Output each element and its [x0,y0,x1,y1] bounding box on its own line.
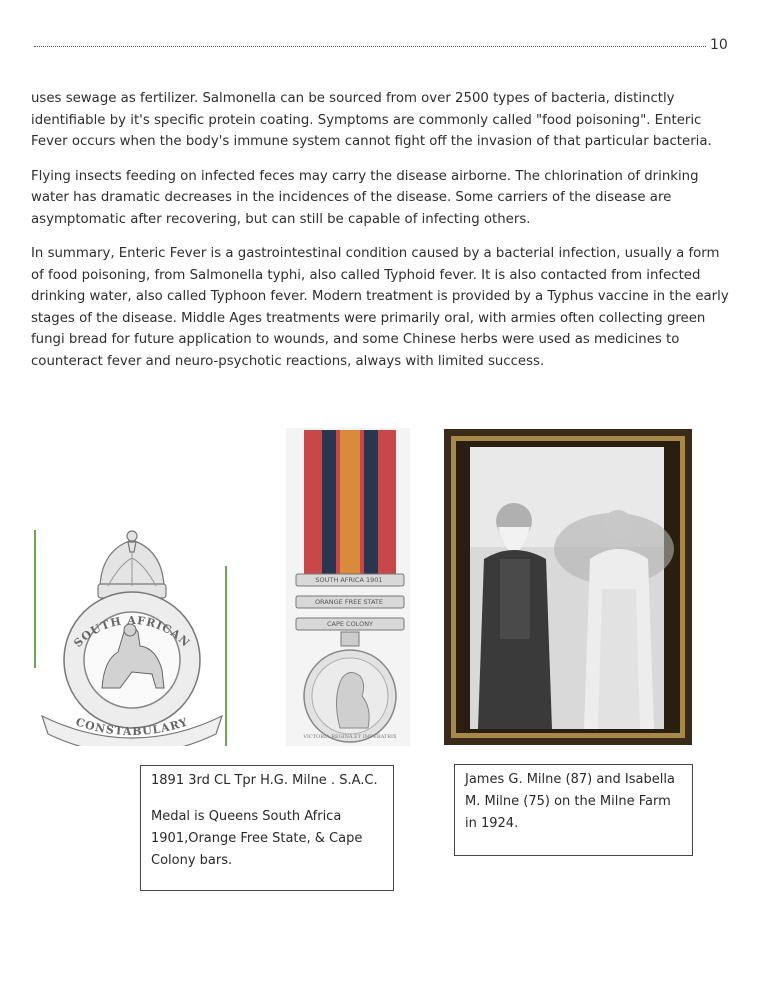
queens-south-africa-medal-image [286,428,410,746]
badge-bottom-text: CONSTABULARY [74,715,190,739]
caption-medal-description: Medal is Queens South Africa 1901,Orange Free State, & Cape Colony bars. [151,809,363,868]
body-text [31,88,731,385]
page-number: 10 [710,37,728,53]
caption-trooper-line: 1891 3rd CL Tpr H.G. Milne . S.A.C. [151,773,378,788]
paragraph: uses sewage as fertilizer. Salmonella can be sourced from over 2500 types of bacteria, distinctly identifiable by it's specific protein coating. Symptoms are commonly called "food poisoning". Enteric Fever occurs when the body's immune system cannot fight off the invasion of that particular bacteria. [31,91,712,149]
medal-bar-2: ORANGE FREE STATE [314,598,383,606]
header-rule [34,46,706,47]
framed-milne-photo [444,429,692,745]
medal-caption-box [140,765,394,891]
paragraph: Flying insects feeding on infected feces may carry the disease airborne. The chlorination of drinking water has dramatic decreases in the incidences of the disease. Some carriers of the disease are asymptomatic after recovering, but can still be capable of infecting others. [31,168,699,227]
medal-bar-1: SOUTH AFRICA 1901 [315,576,383,584]
medal-inscription: VICTORIA REGINA ET IMPERATRIX [303,734,397,740]
constabulary-badge-image [32,528,232,746]
medal-bar-3: CAPE COLONY [326,620,374,628]
paragraph: In summary, Enteric Fever is a gastrointestinal condition caused by a bacterial infection, usually a form of food poisoning, from Salmonella typhi, also called Typhoid fever. It is also contacted from infected drinking water, also called Typhoon fever. Modern treatment is provided by a Typhus vaccine in the early stages of the disease. Middle Ages treatments were primarily oral, with armies often collecting green fungi bread for future application to wounds, and some Chinese herbs were used as medicines to counteract fever and neuro-psychotic reactions, always with limited success. [31,246,729,369]
badge-top-text: SOUTH AFRICAN [71,613,193,650]
caption-photo-description: James G. Milne (87) and Isabella M. Milne (75) on the Milne Farm in 1924. [465,772,675,831]
photo-caption-box [454,764,693,856]
